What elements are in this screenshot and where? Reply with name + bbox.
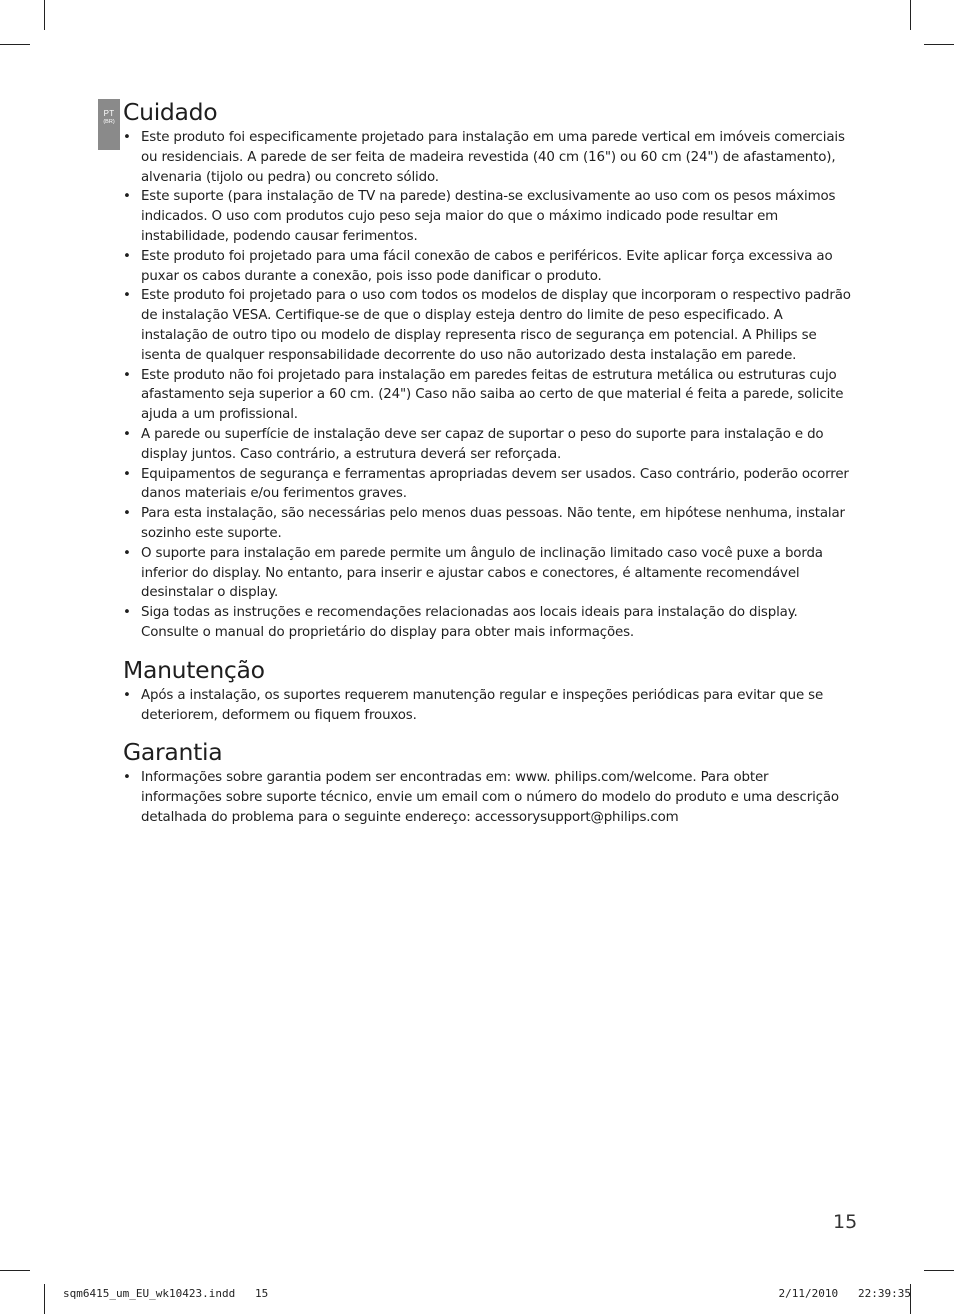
list-item	[123, 544, 853, 603]
list-item-text: Equipamentos de segurança e ferramentas apropriadas devem ser usados. Caso contrário, poderão ocorrer danos materiais e/ou ferimentos graves.	[141, 466, 849, 502]
crop-mark	[910, 0, 911, 30]
list-item-text: Este produto foi projetado para o uso com todos os modelos de display que incorporam o respectivo padrão de instalação VESA. Certifique-se de que o display esteja dentro do limite de peso especificado. A instalação de outro tipo ou modelo de display representa risco de segurança em potencial. A Philips se isenta de qualquer responsabilidade decorrente do uso não autorizado desta instalação em parede.	[141, 288, 851, 363]
language-tab	[98, 99, 120, 150]
section-garantia	[123, 736, 853, 827]
list-manutencao	[123, 686, 853, 726]
section-cuidado	[123, 96, 853, 643]
list-item	[123, 603, 853, 643]
list-item	[123, 247, 853, 287]
language-code: PT	[103, 109, 115, 118]
list-item	[123, 286, 853, 365]
page-content	[123, 96, 853, 828]
slug-date: 2/11/2010 22:39:35	[778, 1287, 911, 1300]
list-item	[123, 128, 853, 187]
bullet: •	[123, 466, 131, 482]
list-item-text: Após a instalação, os suportes requerem manutenção regular e inspeções periódicas para evitar que se deteriorem, deformem ou fiquem frouxos.	[141, 687, 824, 723]
list-item-text: O suporte para instalação em parede permite um ângulo de inclinação limitado caso você puxe a borda inferior do display. No entanto, para inserir e ajustar cabos e conectores, é altamente recomendável desinstalar o display.	[141, 545, 823, 601]
list-item-text: Para esta instalação, são necessárias pelo menos duas pessoas. Não tente, em hipótese nenhuma, instalar sozinho este suporte.	[141, 506, 845, 541]
language-region: (BR)	[103, 119, 115, 125]
crop-mark	[44, 1284, 45, 1314]
list-item-text: Este produto foi especificamente projetado para instalação em uma parede vertical em imóveis comerciais ou residenciais. A parede de ser feita de madeira revestida (40 cm (16") ou 60 cm (24") de afastamento), alvenaria (tijolo ou pedra) ou concreto sólido.	[141, 130, 845, 185]
list-item-text: A parede ou superfície de instalação deve ser capaz de suportar o peso do suporte para instalação e do display juntos. Caso contrário, a estrutura deverá ser reforçada.	[141, 426, 824, 462]
bullet: •	[123, 426, 131, 442]
list-item-text: Este suporte (para instalação de TV na parede) destina-se exclusivamente ao uso com os pesos máximos indicados. O uso com produtos cujo peso seja maior do que o máximo indicado pode resultar em instabilidade, podendo causar ferimentos.	[141, 189, 836, 244]
list-garantia	[123, 768, 853, 827]
list-item-text: Siga todas as instruções e recomendações relacionadas aos locais ideais para instalação do display. Consulte o manual do proprietário do display para obter mais informações.	[141, 605, 798, 640]
list-item	[123, 768, 853, 827]
bullet: •	[123, 687, 131, 703]
bullet: •	[123, 130, 131, 145]
bullet: •	[123, 770, 131, 786]
bullet: •	[123, 605, 131, 621]
crop-mark	[924, 1270, 954, 1271]
list-item	[123, 686, 853, 726]
list-item	[123, 366, 853, 425]
bullet: •	[123, 248, 131, 264]
list-item	[123, 425, 853, 465]
section-title-cuidado: Cuidado	[123, 98, 218, 126]
crop-mark	[44, 0, 45, 30]
bullet: •	[123, 189, 131, 205]
bullet: •	[123, 545, 131, 561]
list-item-text: Informações sobre garantia podem ser encontradas em: www. philips.com/welcome. Para obter informações sobre suporte técnico, envie um email com o número do modelo do produto e uma descrição detalhada do problema para o seguinte endereço: accessorysupport@philips.com	[141, 770, 839, 825]
crop-mark	[0, 1270, 30, 1271]
bullet: •	[123, 506, 131, 522]
crop-mark	[0, 44, 30, 45]
slug-file: sqm6415_um_EU_wk10423.indd 15	[63, 1287, 269, 1300]
list-item-text: Este produto não foi projetado para instalação em paredes feitas de estrutura metálica ou estruturas cujo afastamento seja superior a 60 cm. (24") Caso não saiba ao certo de que material é feita a parede, solicite ajuda a um profissional.	[141, 367, 844, 423]
list-item	[123, 504, 853, 544]
section-manutencao	[123, 654, 853, 726]
list-item	[123, 465, 853, 505]
section-title-garantia: Garantia	[123, 738, 223, 767]
section-title-manutencao: Manutenção	[123, 655, 265, 684]
list-item	[123, 187, 853, 246]
page-number: 15	[833, 1211, 858, 1233]
bullet: •	[123, 367, 131, 383]
crop-mark	[924, 44, 954, 45]
list-item-text: Este produto foi projetado para uma fácil conexão de cabos e periféricos. Evite aplicar força excessiva ao puxar os cabos durante a conexão, pois isso pode danificar o produto.	[141, 248, 833, 284]
list-cuidado	[123, 128, 853, 643]
bullet: •	[123, 288, 131, 304]
